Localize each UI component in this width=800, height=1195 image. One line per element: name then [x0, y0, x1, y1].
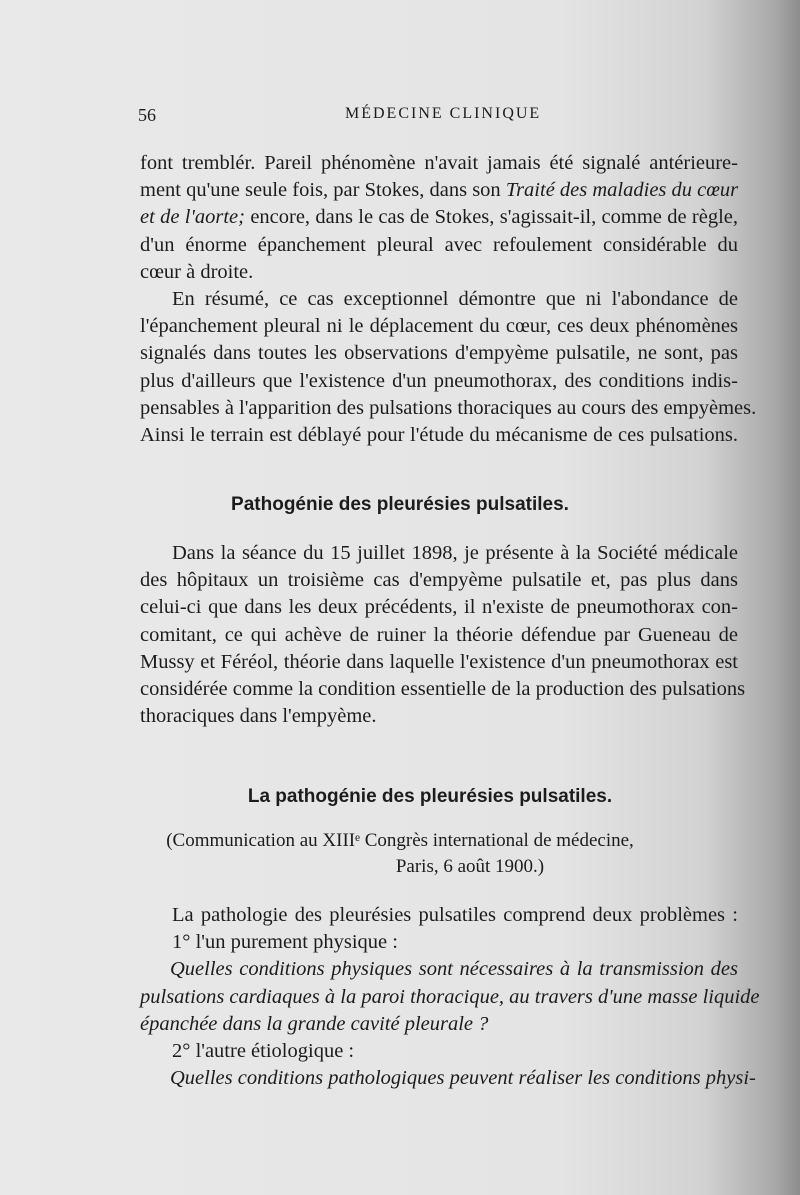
section-heading-2: La pathogénie des pleurésies pulsatiles. [247, 786, 613, 807]
text-line: 2° l'autre étiologique : [172, 1040, 355, 1063]
text-line: Dans la séance du 15 juillet 1898, je présente à la Société médicale [172, 542, 738, 564]
text-line: La pathologie des pleurésies pulsatiles comprend deux problèmes : [172, 904, 738, 926]
paragraph-4 [140, 902, 760, 1092]
text-line: considérée comme la condition essentielle de la production des pulsations [140, 678, 746, 701]
text-line: plus d'ailleurs que l'existence d'un pneumothorax, des conditions indis- [140, 369, 738, 392]
text-line: et de l'aorte; encore, dans le cas de Stokes, s'agissait-il, comme de règle, [140, 206, 738, 229]
text-line: font tremblér. Pareil phénomène n'avait jamais été signalé antérieure- [140, 152, 738, 174]
text-line: celui-ci que dans les deux précédents, il n'existe de pneumothorax con- [140, 596, 738, 619]
text-line: Mussy et Féréol, théorie dans laquelle l'existence d'un pneumothorax est [140, 650, 738, 673]
paragraph-1 [140, 150, 757, 449]
running-title: MÉDECINE CLINIQUE [345, 105, 542, 122]
text-line: des hôpitaux un troisième cas d'empyème pulsatile et, pas plus dans [140, 569, 738, 592]
text-line: épanchée dans la grande cavité pleurale ? [140, 1012, 489, 1035]
text-line: En résumé, ce cas exceptionnel démontre que ni l'abondance de [172, 288, 738, 311]
page-header [0, 105, 800, 135]
text-line: 1° l'un purement physique : [172, 931, 398, 954]
section-heading-1: Pathogénie des pleurésies pulsatiles. [231, 494, 569, 515]
text-line: pulsations cardiaques à la paroi thoracique, au travers d'une masse liquide [140, 985, 760, 1008]
text-line: d'un énorme épanchement pleural avec refoulement considérable du [140, 233, 738, 256]
text-line: thoraciques dans l'empyème. [140, 705, 377, 728]
paragraph-3 [140, 540, 746, 730]
text-line: ment qu'une seule fois, par Stokes, dans son Traité des maladies du cœur [140, 179, 739, 202]
text-line: cœur à droite. [140, 260, 254, 283]
text-line: comitant, ce qui achève de ruiner la théorie défendue par Gueneau de [140, 623, 738, 646]
text-line: Quelles conditions pathologiques peuvent réaliser les conditions physi- [170, 1067, 756, 1090]
communication-line-1: (Communication au XIIIᵉ Congrès international de médecine, [166, 830, 634, 851]
text-line: Quelles conditions physiques sont nécessaires à la transmission des [170, 958, 738, 981]
communication-line-2: Paris, 6 août 1900.) [395, 856, 545, 877]
text-line: l'épanchement pleural ni le déplacement du cœur, ces deux phénomènes [140, 315, 738, 338]
page-number: 56 [138, 105, 156, 125]
text-line: pensables à l'apparition des pulsations thoraciques au cours des empyèmes. [140, 396, 757, 419]
text-line: Ainsi le terrain est déblayé pour l'étude du mécanisme de ces pulsations. [140, 424, 738, 447]
text-line: signalés dans toutes les observations d'empyème pulsatile, ne sont, pas [140, 342, 738, 365]
